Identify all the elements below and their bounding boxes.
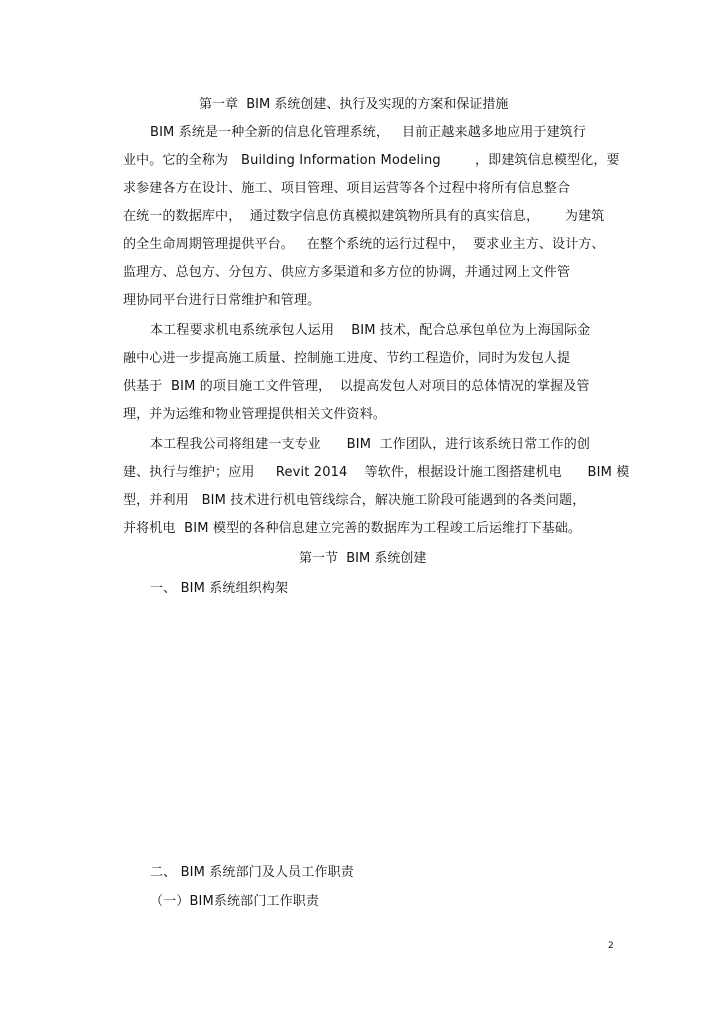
- paragraph-3-line-2: 建、执行与维护；应用 Revit 2014 等软件，根据设计施工图搭建机电 BIM 模: [123, 465, 630, 480]
- heading-dept-duties: 二、 BIM 系统部门及人员工作职责: [150, 865, 354, 880]
- chapter-title: 第一章 BIM 系统创建、执行及实现的方案和保证措施: [199, 97, 509, 112]
- paragraph-2-line-3: 供基于 BIM 的项目施工文件管理， 以提高发包人对项目的总体情况的掌握及管: [123, 379, 590, 394]
- intro-line-3: 求参建各方在设计、施工、项目管理、项目运营等各个过程中将所有信息整合: [123, 181, 571, 196]
- paragraph-3-line-1: 本工程我公司将组建一支专业 BIM 工作团队，进行该系统日常工作的创: [150, 437, 591, 452]
- page-number: 2: [608, 941, 614, 951]
- intro-line-5: 的全生命周期管理提供平台。 在整个系统的运行过程中， 要求业主方、设计方、: [123, 237, 605, 252]
- intro-line-1: BIM 系统是一种全新的信息化管理系统， 目前正越来越多地应用于建筑行: [150, 125, 587, 140]
- intro-line-2: 业中。它的全称为 Building Information Modeling ，即建筑信息模型化，要: [123, 153, 620, 168]
- intro-line-7: 理协同平台进行日常维护和管理。: [123, 293, 321, 308]
- intro-line-4: 在统一的数据库中， 通过数字信息仿真模拟建筑物所具有的真实信息， 为建筑: [123, 209, 605, 224]
- paragraph-2-line-2: 融中心进一步提高施工质量、控制施工进度、节约工程造价，同时为发包人提: [123, 351, 571, 366]
- paragraph-3-line-3: 型，并利用 BIM 技术进行机电管线综合，解决施工阶段可能遇到的各类问题，: [123, 493, 586, 508]
- paragraph-3-line-4: 并将机电 BIM 模型的各种信息建立完善的数据库为工程竣工后运维打下基础。: [123, 521, 582, 536]
- heading-org-structure: 一、 BIM 系统组织构架: [150, 581, 289, 596]
- paragraph-2-line-1: 本工程要求机电系统承包人运用 BIM 技术，配合总承包单位为上海国际金: [150, 323, 591, 338]
- subheading-dept-duties: （一）BIM系统部门工作职责: [150, 894, 320, 909]
- section-title: 第一节 BIM 系统创建: [299, 551, 427, 566]
- paragraph-2-line-4: 理，并为运维和物业管理提供相关文件资料。: [123, 407, 387, 422]
- intro-line-6: 监理方、总包方、分包方、供应方多渠道和多方位的协调，并通过网上文件管: [123, 265, 571, 280]
